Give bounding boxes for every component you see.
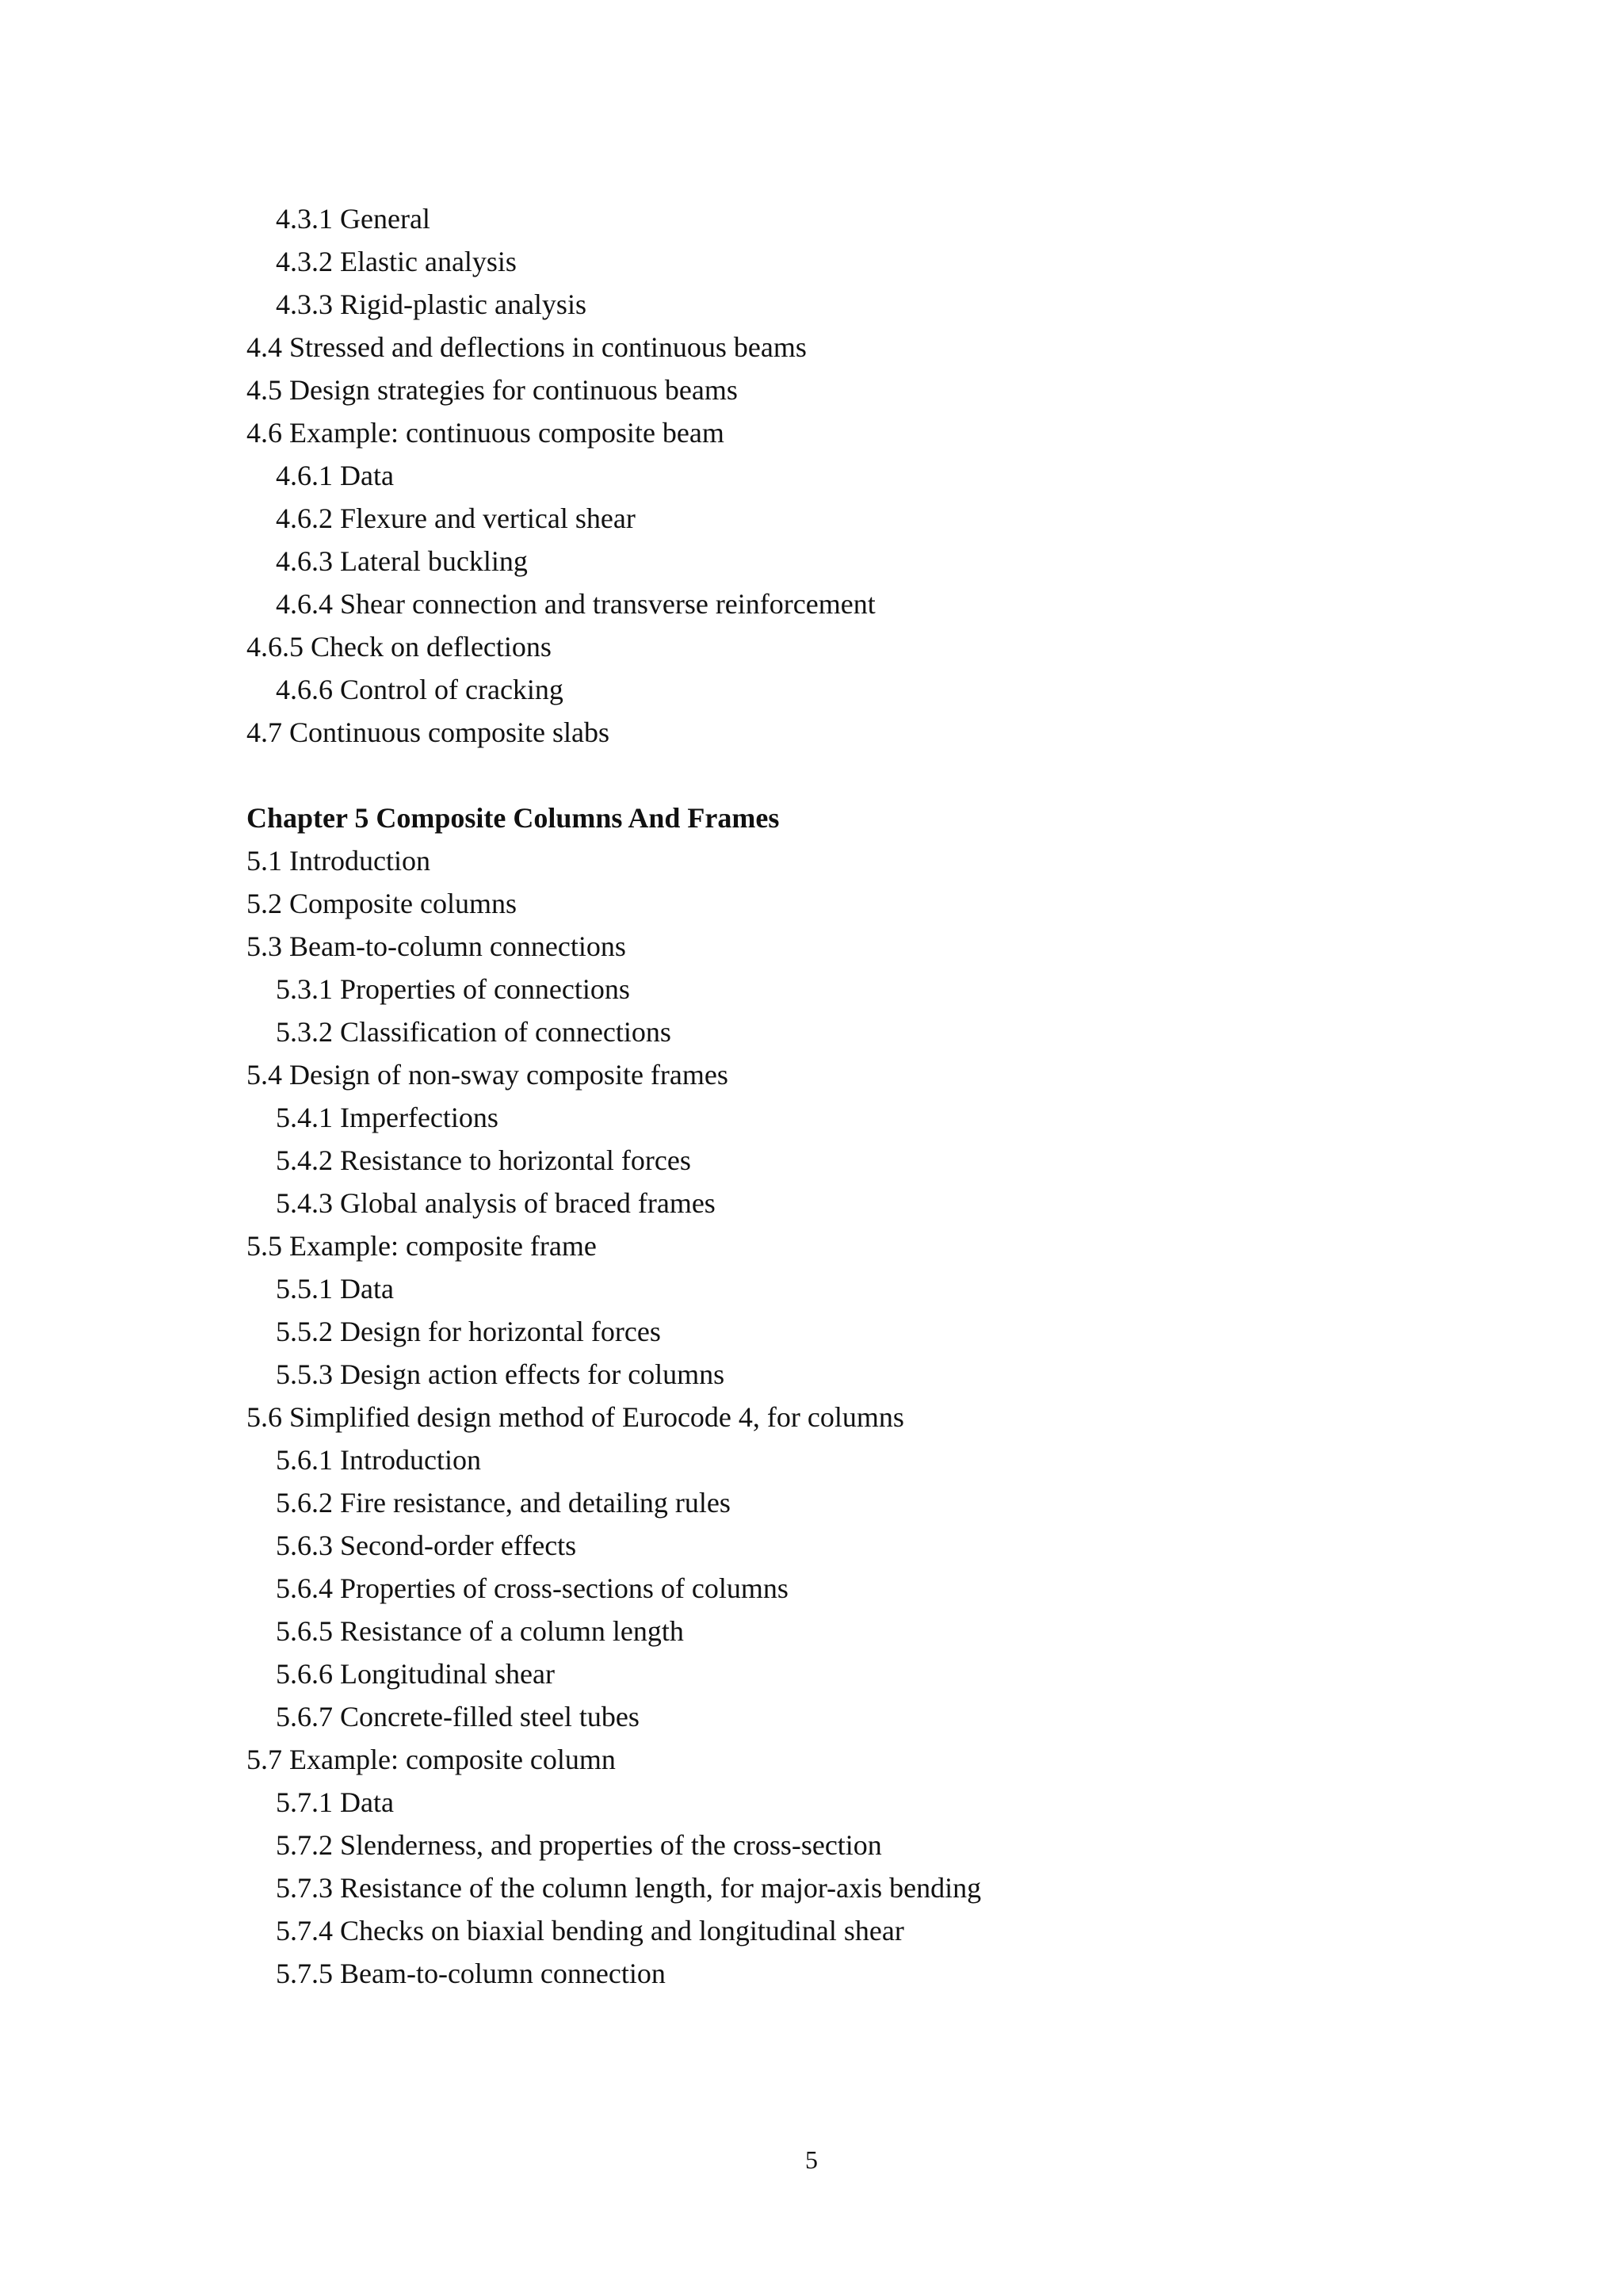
toc-entry: 5.5 Example: composite frame [246,1230,597,1262]
toc-entry: 5.6.1 Introduction [276,1444,481,1476]
toc-entry: 5.6.4 Properties of cross-sections of columns [276,1572,789,1604]
toc-entry: 5.6.5 Resistance of a column length [276,1615,684,1647]
toc-entry: 4.6.5 Check on deflections [246,631,552,663]
toc-entry: 5.3.2 Classification of connections [276,1016,671,1048]
toc-entry: 5.6.7 Concrete-filled steel tubes [276,1701,640,1733]
toc-entry: 5.5.3 Design action effects for columns [276,1358,725,1390]
toc-entry: 5.7.5 Beam-to-column connection [276,1958,666,1989]
toc-entry: 4.3.1 General [276,203,430,235]
toc-entry: 5.6.2 Fire resistance, and detailing rules [276,1487,731,1519]
toc-entry: 5.4.3 Global analysis of braced frames [276,1187,716,1219]
chapter-heading: Chapter 5 Composite Columns And Frames [246,802,780,834]
toc-entry: 4.6.1 Data [276,460,394,491]
toc-entry: 5.7.2 Slenderness, and properties of the cross-section [276,1829,882,1861]
toc-entry: 4.3.3 Rigid-plastic analysis [276,288,586,320]
toc-entry: 4.6.3 Lateral buckling [276,545,528,577]
toc-entry: 5.4.1 Imperfections [276,1102,498,1133]
toc-entry: 5.6 Simplified design method of Eurocode 4, for columns [246,1401,904,1433]
toc-entry: 5.6.3 Second-order effects [276,1530,577,1561]
toc-entry: 5.5.1 Data [276,1273,394,1305]
toc-entry: 5.2 Composite columns [246,888,517,919]
toc-entry: 5.3.1 Properties of connections [276,973,630,1005]
toc-entry: 4.3.2 Elastic analysis [276,246,517,277]
toc-entry: 5.4 Design of non-sway composite frames [246,1059,728,1091]
toc-spacer [246,754,1514,797]
table-of-contents [246,197,1514,1995]
toc-entry: 5.5.2 Design for horizontal forces [276,1316,661,1347]
toc-entry: 5.7 Example: composite column [246,1744,616,1775]
toc-entry: 4.6.6 Control of cracking [276,674,563,705]
page-number: 5 [805,2145,818,2174]
toc-entry: 4.7 Continuous composite slabs [246,716,609,748]
toc-entry: 4.6.2 Flexure and vertical shear [276,502,636,534]
toc-entry: 4.5 Design strategies for continuous beams [246,374,738,406]
toc-entry: 4.6 Example: continuous composite beam [246,417,724,449]
toc-entry: 5.7.4 Checks on biaxial bending and longitudinal shear [276,1915,904,1946]
toc-entry: 5.3 Beam-to-column connections [246,930,626,962]
toc-entry: 5.6.6 Longitudinal shear [276,1658,555,1690]
toc-entry: 5.7.1 Data [276,1786,394,1818]
toc-entry: 5.4.2 Resistance to horizontal forces [276,1144,691,1176]
toc-entry: 5.7.3 Resistance of the column length, for major-axis bending [276,1872,982,1904]
toc-entry: 5.1 Introduction [246,845,430,877]
toc-entry: 4.6.4 Shear connection and transverse reinforcement [276,588,876,620]
toc-entry: 4.4 Stressed and deflections in continuous beams [246,331,807,363]
